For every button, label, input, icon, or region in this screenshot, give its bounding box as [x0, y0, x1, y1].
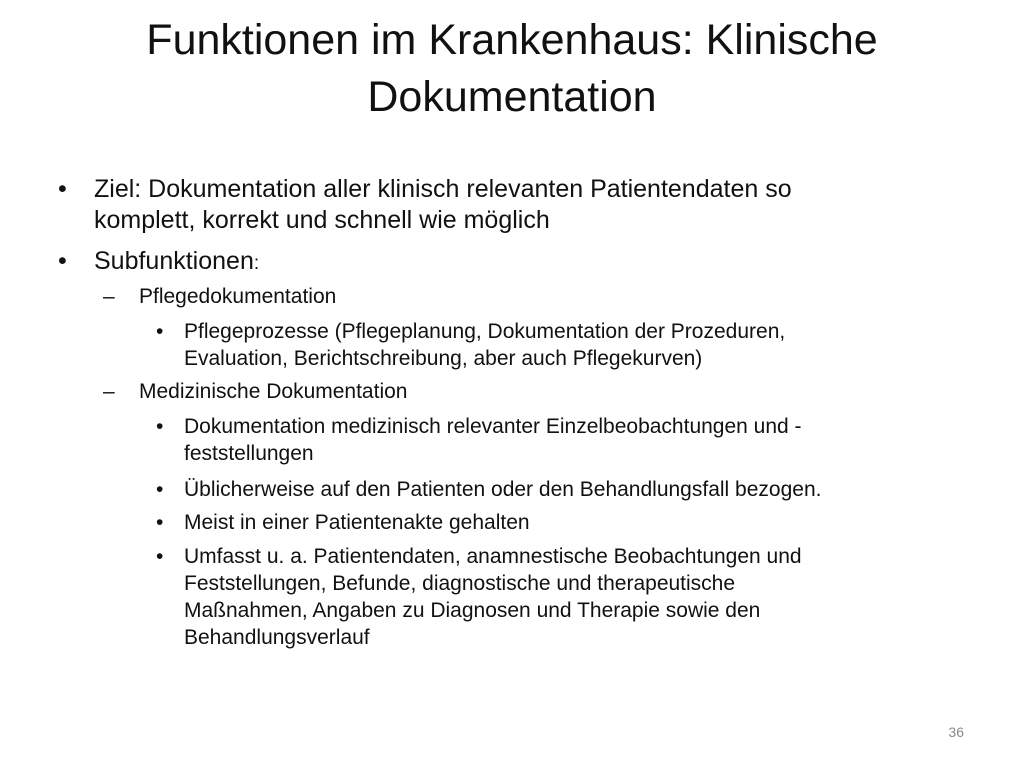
- bullet-text: Subfunktionen: [94, 247, 254, 275]
- bullet-icon: •: [156, 545, 164, 568]
- slide-title-line: Funktionen im Krankenhaus: Klinische: [146, 16, 878, 64]
- bullet-text-suffix: :: [253, 253, 260, 274]
- bullet-text-line: Ziel: Dokumentation aller klinisch relevanten Patientendaten so: [94, 175, 792, 203]
- sub-sub-item: [156, 476, 984, 503]
- sub-item-label: Pflegedokumentation: [139, 285, 337, 308]
- sub-sub-item: [156, 413, 984, 467]
- sub-item-medizinische-dokumentation: [103, 378, 979, 405]
- sub-sub-item: [156, 509, 984, 536]
- bullet-text-line: Umfasst u. a. Patientendaten, anamnestische Beobachtungen und: [184, 545, 802, 568]
- bullet-text-line: Dokumentation medizinisch relevanter Einzelbeobachtungen und -: [184, 415, 802, 438]
- bullet-icon: •: [58, 175, 67, 203]
- bullet-text-line: Evaluation, Berichtschreibung, aber auch Pflegekurven): [184, 347, 703, 370]
- bullet-icon: •: [156, 511, 164, 534]
- bullet-text-line: [94, 246, 984, 279]
- sub-item-pflegedokumentation: [103, 283, 979, 310]
- bullet-item-subfunktionen: [58, 246, 984, 279]
- bullet-icon: •: [156, 320, 164, 343]
- slide-title-line: Dokumentation: [367, 73, 657, 121]
- bullet-text-line: Maßnahmen, Angaben zu Diagnosen und Therapie sowie den: [184, 599, 761, 622]
- bullet-text-line: Pflegeprozesse (Pflegeplanung, Dokumentation der Prozeduren,: [184, 320, 786, 343]
- bullet-text-line: Meist in einer Patientenakte gehalten: [184, 511, 530, 534]
- bullet-icon: •: [156, 478, 164, 501]
- bullet-text-line: komplett, korrekt und schnell wie möglich: [94, 206, 550, 234]
- page-number: 36: [948, 724, 964, 740]
- bullet-icon: •: [156, 415, 164, 438]
- bullet-text-line: feststellungen: [184, 442, 314, 465]
- dash-bullet-icon: –: [103, 380, 115, 403]
- bullet-text-line: Üblicherweise auf den Patienten oder den Behandlungsfall bezogen.: [184, 478, 822, 501]
- dash-bullet-icon: –: [103, 285, 115, 308]
- sub-item-label: Medizinische Dokumentation: [139, 380, 408, 403]
- bullet-icon: •: [58, 247, 67, 275]
- sub-sub-item: [156, 318, 984, 372]
- bullet-text-line: Behandlungsverlauf: [184, 626, 370, 649]
- bullet-text-line: Feststellungen, Befunde, diagnostische und therapeutische: [184, 572, 736, 595]
- sub-sub-item: [156, 543, 984, 651]
- bullet-item-ziel: [58, 174, 984, 236]
